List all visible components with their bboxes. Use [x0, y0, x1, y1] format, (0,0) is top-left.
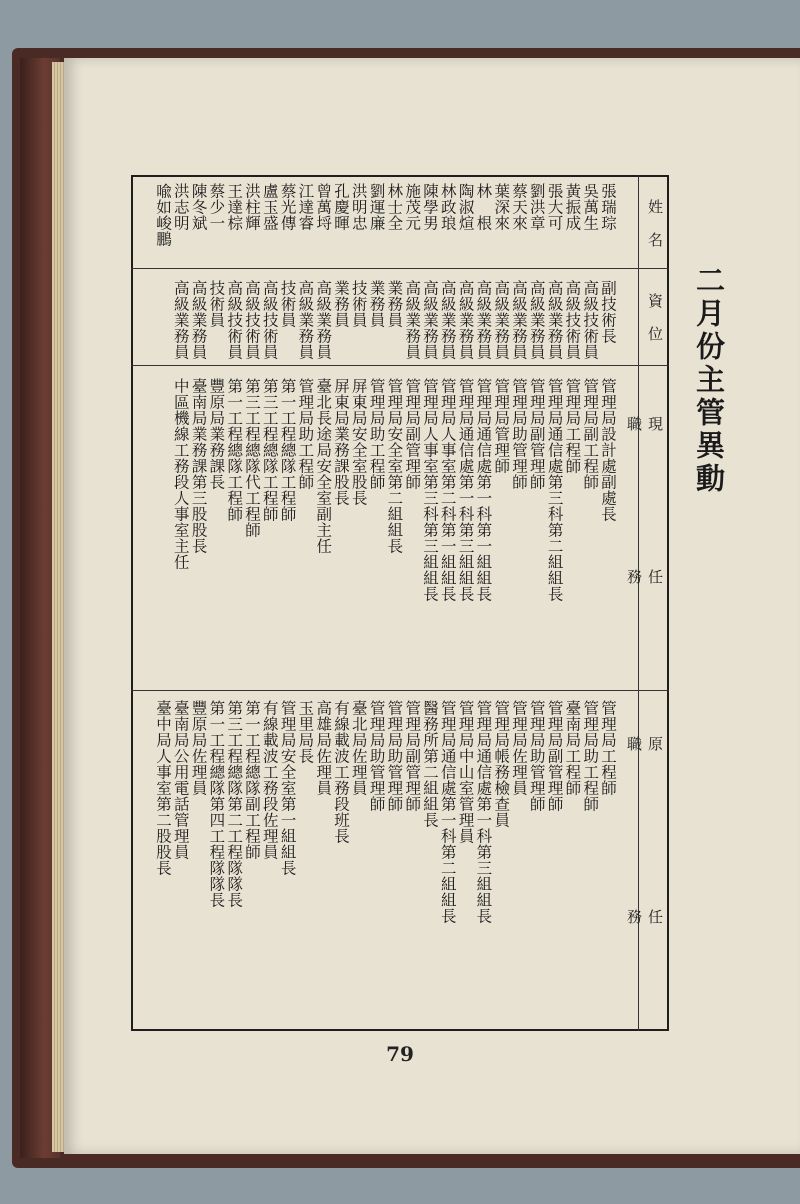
row-name: 黃振成	[563, 183, 582, 231]
row-rank: 高級業務員	[527, 280, 546, 360]
row-previous: 管理局安全室第一組組長	[278, 700, 297, 876]
page-number: 79	[386, 1042, 414, 1066]
row-name: 曾萬埒	[314, 183, 333, 231]
row-rank: 高級技術員	[581, 280, 600, 360]
row-previous: 管理局助管理師	[527, 700, 546, 812]
row-previous: 有線載波工務段佐理員	[260, 700, 279, 860]
row-current: 管理局通信處第三科第二組組長	[545, 378, 564, 602]
row-previous: 臺南局公用電話管理員	[171, 700, 190, 860]
row-rank: 高級技術員	[225, 280, 244, 360]
row-rank: 業務員	[385, 280, 404, 328]
row-current	[153, 378, 171, 683]
row-previous: 管理局副管理師	[545, 700, 564, 812]
page-title: 二月份主管異動	[692, 264, 726, 496]
row-name: 盧玉盛	[260, 183, 279, 231]
row-name: 劉洪章	[527, 183, 546, 231]
row-current: 管理局副工程師	[581, 378, 600, 490]
row-rank: 高級技術員	[260, 280, 279, 360]
row-rank: 高級業務員	[171, 280, 190, 360]
row-current: 屏東局業務課股長	[332, 378, 350, 506]
row-rank: 高級業務員	[510, 280, 528, 360]
row-name: 林 根	[474, 183, 493, 231]
row-rank: 技術員	[207, 280, 226, 328]
header-previous: 原 任 職 務	[625, 736, 664, 994]
row-current: 豐原局業務課長	[207, 378, 226, 490]
row-previous: 第三工程總隊第二工程隊隊長	[225, 700, 244, 908]
row-current: 管理局助管理師	[510, 378, 528, 490]
row-current: 第一工程總隊工程師	[278, 378, 297, 522]
row-current: 管理局通信處第一科第三組組長	[456, 378, 475, 602]
row-current: 屏東局安全室股長	[349, 378, 368, 506]
row-rank: 高級業務員	[492, 280, 511, 360]
row-rank: 高級業務員	[456, 280, 475, 360]
header-current: 現 任 職 務	[625, 416, 664, 644]
row-current: 管理局副管理師	[403, 378, 422, 490]
row-current: 臺南局業務課第三股股長	[189, 378, 208, 554]
divider-current-previous	[131, 690, 669, 691]
row-previous: 管理局通信處第一科第三組組長	[474, 700, 493, 924]
row-previous: 高雄局佐理員	[314, 700, 333, 796]
row-name: 蔡天來	[510, 183, 528, 231]
row-current: 管理局人事室第三科第三組組長	[421, 378, 439, 602]
row-name: 蔡少一	[207, 183, 226, 231]
row-previous: 有線載波工務段班長	[332, 700, 350, 844]
header-name: 姓 名	[646, 199, 664, 247]
row-previous: 豐原局佐理員	[189, 700, 208, 796]
row-previous: 管理局助管理師	[367, 700, 386, 812]
row-rank: 高級技術員	[243, 280, 261, 360]
row-previous: 管理局帳務檢查員	[492, 700, 511, 828]
row-name: 蔡光傳	[278, 183, 297, 231]
row-name: 洪柱輝	[243, 183, 261, 231]
row-previous: 管理局佐理員	[510, 700, 528, 796]
row-rank: 高級業務員	[545, 280, 564, 360]
row-name: 張大可	[545, 183, 564, 231]
row-rank: 高級業務員	[314, 280, 333, 360]
row-current: 管理局人事室第二科第一組組長	[438, 378, 457, 602]
row-previous: 管理局工程師	[599, 700, 617, 796]
row-name: 江達睿	[296, 183, 315, 231]
row-name: 洪明忠	[349, 183, 368, 231]
row-current: 管理局助工程師	[296, 378, 315, 490]
row-name: 陳學男	[421, 183, 439, 231]
row-current: 中區機線工務段人事室主任	[171, 378, 190, 570]
row-rank: 高級業務員	[421, 280, 439, 360]
row-name: 林政琅	[438, 183, 457, 231]
row-name: 劉運廉	[367, 183, 386, 231]
row-current: 臺北長途局安全室副主任	[314, 378, 333, 554]
row-previous: 醫務所第二組組長	[421, 700, 439, 828]
row-name: 孔慶暉	[332, 183, 350, 231]
row-previous: 第一工程總隊第四工程隊隊長	[207, 700, 226, 908]
row-name: 洪志明	[171, 183, 190, 231]
row-name: 林士全	[385, 183, 404, 231]
row-previous: 臺中局人事室第二股股長	[154, 700, 172, 876]
row-current: 管理局工程師	[563, 378, 582, 474]
row-previous: 管理局副管理師	[403, 700, 422, 812]
row-name: 喩如峻鵬	[154, 183, 172, 247]
row-rank: 業務員	[332, 280, 350, 328]
row-current: 管理局助工程師	[367, 378, 386, 490]
header-rank: 資 位	[646, 293, 664, 341]
row-rank: 業務員	[367, 280, 386, 328]
row-name: 施茂元	[403, 183, 422, 231]
row-name: 吳萬生	[581, 183, 600, 231]
row-current: 第三工程總隊代工程師	[243, 378, 261, 538]
row-current: 管理局管理師	[492, 378, 511, 474]
row-name: 張瑞琮	[599, 183, 617, 231]
row-current: 管理局副管理師	[527, 378, 546, 490]
row-rank	[153, 280, 171, 362]
row-current: 第三工程總隊工程師	[260, 378, 279, 522]
row-previous: 第一工程總隊副工程師	[243, 700, 261, 860]
row-current: 管理局安全室第二組組長	[385, 378, 404, 554]
row-rank: 高級技術員	[563, 280, 582, 360]
row-rank: 高級業務員	[438, 280, 457, 360]
row-current: 第一工程總隊工程師	[225, 378, 244, 522]
row-rank: 高級業務員	[189, 280, 208, 360]
row-rank: 高級業務員	[403, 280, 422, 360]
row-name: 王達棕	[225, 183, 244, 231]
row-previous: 臺南局工程師	[563, 700, 582, 796]
row-rank: 技術員	[349, 280, 368, 328]
row-name: 陳冬斌	[189, 183, 208, 231]
row-previous: 管理局中山室管理員	[456, 700, 475, 844]
row-rank: 高級業務員	[296, 280, 315, 360]
row-previous: 管理局助管理師	[385, 700, 404, 812]
divider-name-rank	[131, 268, 669, 269]
row-rank: 副技術長	[599, 280, 617, 344]
divider-rank-current	[131, 365, 669, 366]
row-previous: 玉里局長	[296, 700, 315, 764]
row-previous: 管理局助工程師	[581, 700, 600, 812]
row-rank: 高級業務員	[474, 280, 493, 360]
row-previous: 管理局通信處第一科第二組組長	[438, 700, 457, 924]
row-current: 管理局通信處第一科第一組組長	[474, 378, 493, 602]
row-name: 陶淑煊	[456, 183, 475, 231]
row-previous: 臺北局佐理員	[349, 700, 368, 796]
row-current: 管理局設計處副處長	[599, 378, 617, 522]
row-name: 葉深來	[492, 183, 511, 231]
row-rank: 技術員	[278, 280, 297, 328]
